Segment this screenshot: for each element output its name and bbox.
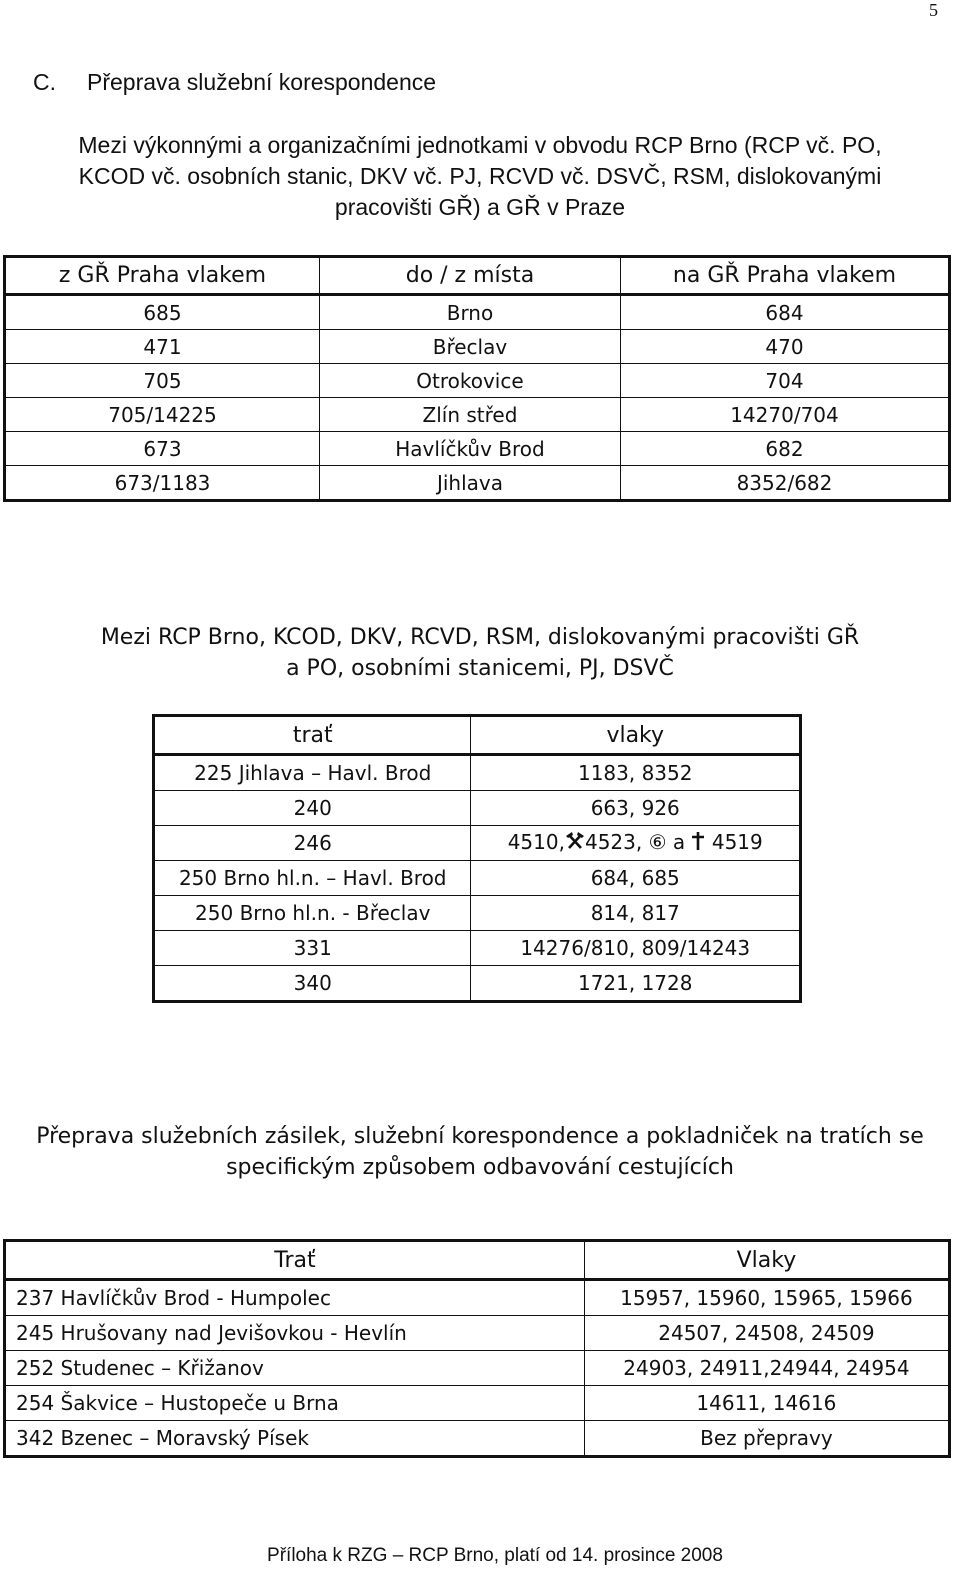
table-cell: 470: [620, 330, 949, 364]
section-title: [33, 69, 436, 96]
table-row: [5, 364, 950, 398]
table-cell: 1721, 1728: [471, 966, 801, 1002]
table-row: [154, 791, 801, 826]
column-header: trať: [154, 716, 471, 755]
table-cell: 14276/810, 809/14243: [471, 931, 801, 966]
column-header: na GŘ Praha vlakem: [620, 257, 949, 295]
intro-paragraph: [20, 130, 940, 223]
table-row: [154, 861, 801, 896]
table-cell: Otrokovice: [320, 364, 621, 398]
table-row: [154, 755, 801, 791]
table-row: [154, 966, 801, 1002]
heading-line-1: Mezi RCP Brno, KCOD, DKV, RCVD, RSM, dislokovanými pracovišti GŘ: [100, 625, 860, 650]
page-footer: Příloha k RZG – RCP Brno, platí od 14. prosince 2008: [267, 1545, 723, 1566]
table-cell: 14270/704: [620, 398, 949, 432]
praha-trains-table: [3, 255, 951, 502]
table-cell: 254 Šakvice – Hustopeče u Brna: [5, 1386, 585, 1421]
table-header-row: [5, 1241, 950, 1280]
heading-line-2: specifickým způsobem odbavování cestujících: [226, 1155, 734, 1180]
intro-line-1: Mezi výkonnými a organizačními jednotkami v obvodu RCP Brno (RCP vč. PO,: [78, 132, 882, 158]
table-cell: 1183, 8352: [471, 755, 801, 791]
table-cell: 24903, 24911,24944, 24954: [584, 1351, 949, 1386]
table-cell: 673/1183: [5, 466, 320, 501]
table-cell: 240: [154, 791, 471, 826]
table-row: [5, 432, 950, 466]
table-cell: Bez přepravy: [584, 1421, 949, 1457]
hammers-icon: [565, 831, 585, 856]
lines-trains-table: [152, 714, 802, 1003]
table-cell: 250 Brno hl.n. - Břeclav: [154, 896, 471, 931]
table-cell: Havlíčkův Brod: [320, 432, 621, 466]
cross-icon: [691, 831, 705, 856]
table-row: [5, 1351, 950, 1386]
table-cell: 705/14225: [5, 398, 320, 432]
table-row: [5, 1280, 950, 1316]
table-row: [5, 295, 950, 330]
table-cell: 682: [620, 432, 949, 466]
table-row: [154, 826, 801, 861]
column-header: do / z místa: [320, 257, 621, 295]
column-header: z GŘ Praha vlakem: [5, 257, 320, 295]
column-header: Vlaky: [584, 1241, 949, 1280]
table-cell: Jihlava: [320, 466, 621, 501]
table-cell: 705: [5, 364, 320, 398]
table-cell: Zlín střed: [320, 398, 621, 432]
table-row: [5, 1316, 950, 1351]
table-cell: 340: [154, 966, 471, 1002]
table-cell: 673: [5, 432, 320, 466]
page-number: 5: [929, 0, 938, 20]
table-cell: 814, 817: [471, 896, 801, 931]
table-cell: 250 Brno hl.n. – Havl. Brod: [154, 861, 471, 896]
column-header: vlaky: [471, 716, 801, 755]
table-cell: 704: [620, 364, 949, 398]
table-cell: 15957, 15960, 15965, 15966: [584, 1280, 949, 1316]
intro-line-2: KCOD vč. osobních stanic, DKV vč. PJ, RCVD vč. DSVČ, RSM, dislokovanými: [78, 163, 882, 189]
table-row: [5, 398, 950, 432]
section-title-text: Přeprava služební korespondence: [87, 69, 437, 95]
table-header-row: [154, 716, 801, 755]
table-cell: 684: [620, 295, 949, 330]
heading-line-1: Přeprava služebních zásilek, služební korespondence a pokladniček na tratích se: [36, 1124, 924, 1149]
section-letter: C.: [33, 69, 56, 95]
table-cell: 663, 926: [471, 791, 801, 826]
table-row: [154, 931, 801, 966]
column-header: Trať: [5, 1241, 585, 1280]
table-cell: 8352/682: [620, 466, 949, 501]
table-cell: 245 Hrušovany nad Jevišovkou - Hevlín: [5, 1316, 585, 1351]
heading-line-2: a PO, osobními stanicemi, PJ, DSVČ: [286, 656, 674, 681]
table-cell: 225 Jihlava – Havl. Brod: [154, 755, 471, 791]
table-row: [154, 896, 801, 931]
table-cell: Břeclav: [320, 330, 621, 364]
special-lines-table: [3, 1239, 951, 1458]
table-cell: 24507, 24508, 24509: [584, 1316, 949, 1351]
table-header-row: [5, 257, 950, 295]
section-heading-units: [0, 622, 960, 684]
train-number: 4523, ⑥ a: [584, 830, 686, 854]
train-number: 4510,: [507, 830, 565, 854]
table-cell: 342 Bzenec – Moravský Písek: [5, 1421, 585, 1457]
table-cell: 471: [5, 330, 320, 364]
table-row: [5, 1421, 950, 1457]
table-cell: Brno: [320, 295, 621, 330]
section-heading-special: [0, 1121, 960, 1183]
table-cell-with-symbols: [471, 826, 801, 861]
table-row: [5, 330, 950, 364]
table-cell: 331: [154, 931, 471, 966]
table-row: [5, 466, 950, 501]
table-cell: 14611, 14616: [584, 1386, 949, 1421]
table-cell: 246: [154, 826, 471, 861]
table-row: [5, 1386, 950, 1421]
table-cell: 252 Studenec – Křižanov: [5, 1351, 585, 1386]
intro-line-3: pracovišti GŘ) a GŘ v Praze: [334, 194, 626, 220]
table-cell: 684, 685: [471, 861, 801, 896]
table-cell: 237 Havlíčkův Brod - Humpolec: [5, 1280, 585, 1316]
train-number: 4519: [711, 830, 763, 854]
table-cell: 685: [5, 295, 320, 330]
